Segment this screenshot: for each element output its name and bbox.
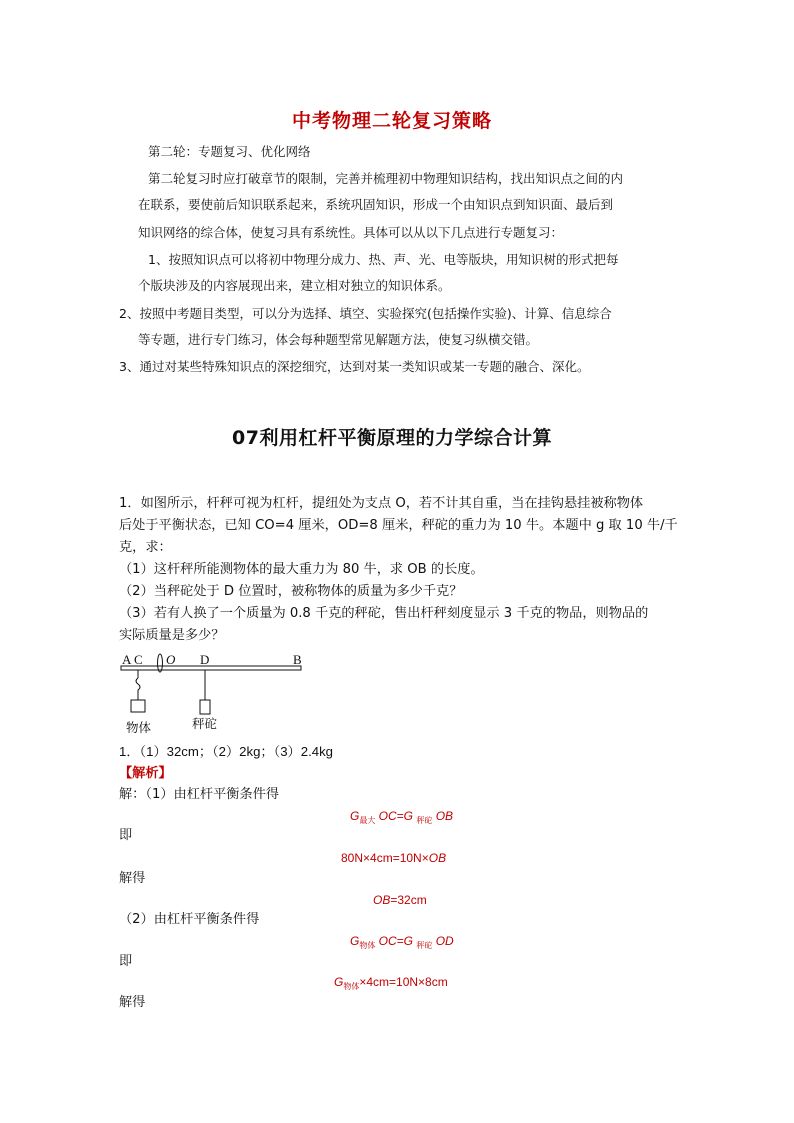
eq2-text: 80N×4cm=10N×	[341, 851, 429, 865]
hook	[136, 678, 140, 700]
eq2-var: OB	[428, 851, 447, 865]
label-b: B	[293, 652, 302, 667]
equation-1	[350, 809, 453, 826]
intro-line-3: 知识网络的综合体，使复习具有系统性。具体可以从以下几点进行专题复习：	[138, 225, 564, 240]
section-title: 07利用杠杆平衡原理的力学综合计算	[232, 427, 552, 449]
label-a: A	[122, 652, 132, 667]
eq1-sub-b: 秤砣	[416, 816, 433, 825]
analysis-label: 【解析】	[119, 766, 172, 781]
strategy-subtitle: 第二轮：专题复习、优化网络	[148, 144, 311, 159]
label-weight: 秤砣	[192, 716, 218, 731]
jiede-2: 解得	[119, 995, 146, 1010]
point3: 3、通过对某些特殊知识点的深挖细究，达到对某一类知识或某一专题的融合、深化。	[119, 359, 590, 374]
pivot-loop	[158, 654, 163, 672]
lever-bar	[121, 666, 301, 670]
label-c: C	[134, 652, 143, 667]
eq1-mid: OC=G	[375, 809, 417, 823]
question-sub-3-line-1: （3）若有人换了一个质量为 0.8 千克的秤砣，售出杆秤刻度显示 3 千克的物品，则物品的	[119, 606, 649, 621]
equation-4	[350, 934, 454, 951]
point2-line-2: 等专题，进行专门练习，体会每种题型常见解题方法，使复习纵横交错。	[138, 332, 539, 347]
ji-1: 即	[119, 828, 133, 843]
equation-3	[373, 893, 427, 907]
eq4-sub-a: 物体	[359, 941, 376, 950]
label-d: D	[200, 652, 210, 667]
eq5-g: G	[334, 975, 344, 989]
strategy-title: 中考物理二轮复习策略	[292, 110, 493, 132]
eq1-sub-a: 最大	[359, 816, 376, 825]
ji-2: 即	[119, 954, 133, 969]
question-stem-line-2: 后处于平衡状态，已知 CO=4 厘米，OD=8 厘米，秤砣的重力为 10 牛。本题中 g 取 10 牛/千	[119, 518, 678, 533]
question-stem-line-1: 1．如图所示，杆秤可视为杠杆，提纽处为支点 O，若不计其自重，当在挂钩悬挂被称物体	[119, 496, 644, 511]
step2-intro: （2）由杠杆平衡条件得	[119, 912, 260, 927]
object-box	[131, 700, 145, 712]
point2-line-1: 2、按照中考题目类型，可以分为选择、填空、实验探究(包括操作实验)、计算、信息综合	[119, 306, 612, 321]
question-sub-3-line-2: 实际质量是多少？	[119, 628, 225, 643]
label-object: 物体	[126, 720, 152, 735]
answer-summary: 1．（1）32cm；（2）2kg；（3）2.4kg	[119, 744, 333, 759]
weight-box	[200, 700, 210, 714]
equation-5	[334, 975, 448, 992]
jiede-1: 解得	[119, 871, 146, 886]
equation-2	[341, 851, 446, 865]
eq3-rest: =32cm	[390, 893, 427, 907]
point1-line-1: 1、按照知识点可以将初中物理分成力、热、声、光、电等版块，用知识树的形式把每	[148, 252, 619, 267]
eq4-g: G	[350, 934, 360, 948]
intro-line-1: 第二轮复习时应打破章节的限制，完善并梳理初中物理知识结构，找出知识点之间的内	[148, 171, 624, 186]
intro-line-2: 在联系，要使前后知识联系起来，系统巩固知识，形成一个由知识点到知识面、最后到	[138, 197, 614, 212]
question-stem-line-3: 克，求：	[119, 540, 172, 555]
eq5-sub-a: 物体	[343, 982, 360, 991]
eq1-end: OB	[432, 809, 454, 823]
step1-intro: 解：（1）由杠杆平衡条件得	[119, 787, 280, 802]
question-sub-1: （1）这杆秤所能测物体的最大重力为 80 牛，求 OB 的长度。	[119, 562, 484, 577]
eq5-rest: ×4cm=10N×8cm	[359, 975, 448, 989]
label-o: O	[166, 652, 176, 667]
point1-line-2: 个版块涉及的内容展现出来，建立相对独立的知识体系。	[138, 278, 451, 293]
eq1-g: G	[350, 809, 360, 823]
eq3-var: OB	[373, 893, 391, 907]
eq4-sub-b: 秤砣	[416, 941, 433, 950]
eq4-end: OD	[432, 934, 454, 948]
steelyard-diagram	[118, 650, 318, 740]
eq4-mid: OC=G	[375, 934, 417, 948]
question-sub-2: （2）当秤砣处于 D 位置时，被称物体的质量为多少千克？	[119, 584, 463, 599]
